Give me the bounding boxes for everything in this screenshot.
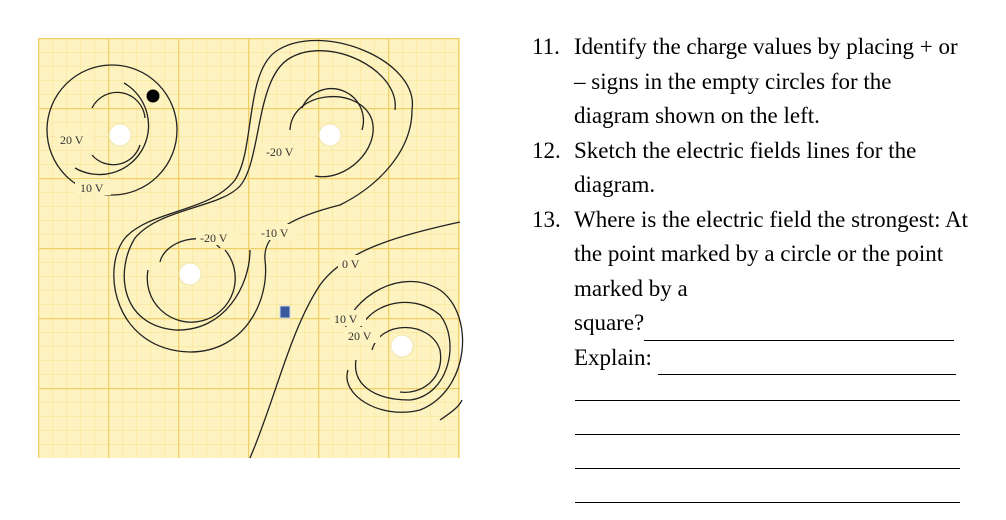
answer-line-2[interactable] [575, 434, 960, 435]
question-text: Where is the electric field the strongest: At the point marked by a circle or the point marked by a [574, 206, 969, 301]
label-10v-left: 10 V [80, 181, 104, 195]
question-number: 12. [532, 137, 561, 163]
explain-label: Explain: [574, 344, 652, 370]
charge-circle-middle[interactable] [179, 263, 201, 285]
label-neg20v-top: -20 V [266, 145, 294, 159]
equipotential-diagram [0, 0, 470, 470]
label-10v-bottom-right: 10 V [334, 312, 358, 326]
label-20v-left: 20 V [60, 133, 84, 147]
question-number: 13. [532, 206, 561, 232]
questions-block [532, 30, 972, 375]
question-text: Identify the charge values by placing + or – signs in the empty circles for the diagram shown on the left. [574, 34, 958, 128]
charge-circle-top-right[interactable] [319, 124, 341, 146]
question-number: 11. [532, 34, 560, 59]
question-text: Sketch the electric fields lines for the diagram. [574, 137, 917, 197]
question-11 [532, 30, 972, 134]
answer-line-1[interactable] [575, 400, 960, 401]
label-0v: 0 V [342, 257, 360, 271]
label-20v-bottom-right: 20 V [348, 329, 372, 343]
answer-line-3[interactable] [575, 468, 960, 469]
square-word: square? [574, 310, 645, 335]
charge-circle-bottom-right[interactable] [391, 335, 413, 357]
question-13 [532, 203, 972, 376]
square-point-marker [280, 306, 290, 318]
question-12 [532, 134, 972, 203]
label-neg10v-middle: -10 V [261, 226, 289, 240]
graph-paper-grid [38, 38, 460, 458]
circle-point-marker [147, 90, 160, 103]
answer-line-4[interactable] [575, 502, 960, 503]
answer-line-explain[interactable] [658, 348, 956, 375]
charge-circle-top-left[interactable] [109, 124, 131, 146]
label-neg20v-middle: -20 V [200, 231, 228, 245]
answer-line-square[interactable] [644, 314, 954, 341]
